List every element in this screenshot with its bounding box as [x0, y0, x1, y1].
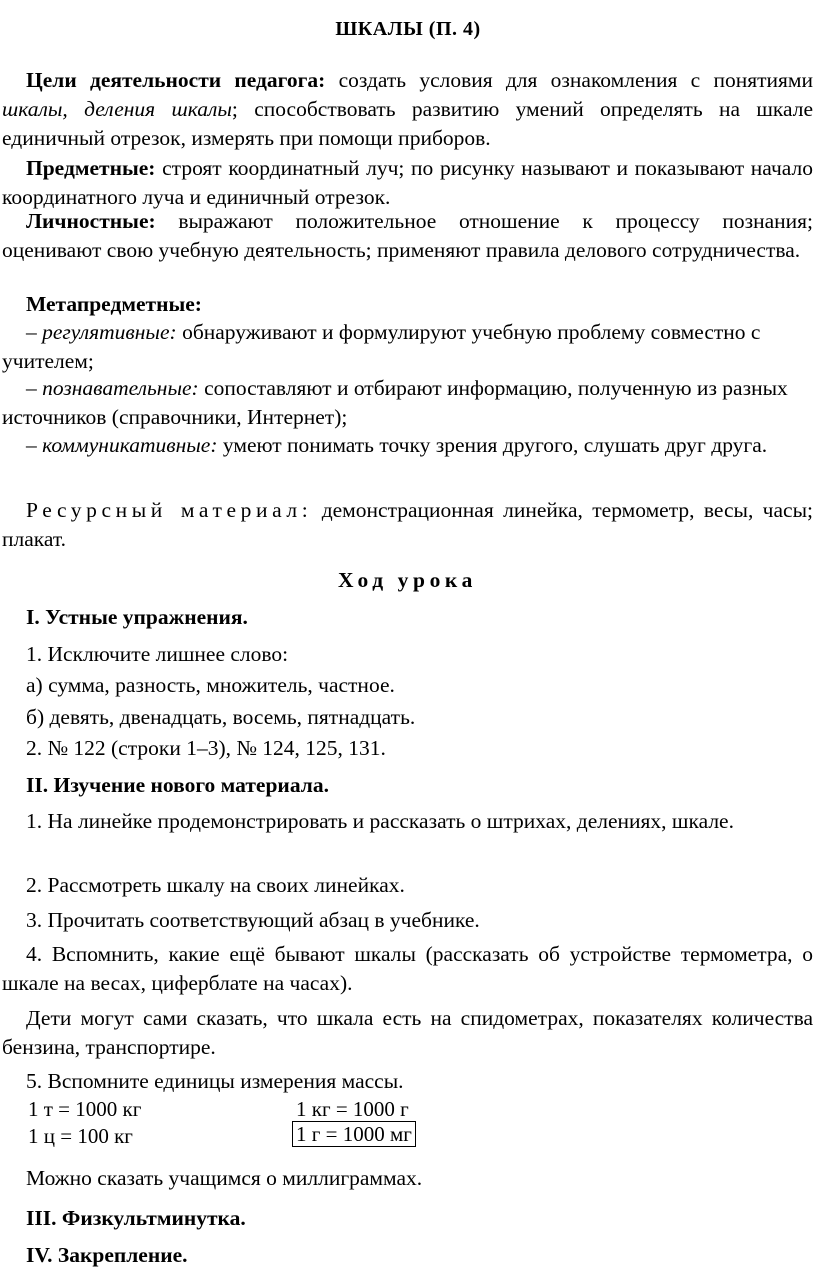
section-4-heading: IV. Закрепление. — [26, 1243, 188, 1267]
goals-label: Цели деятельности педагога: — [26, 68, 326, 92]
regulative-text: обнаруживают и формулируют учебную проблему совместно с учителем; — [2, 320, 761, 373]
goals-italic: шкалы, деления шкалы — [2, 97, 232, 121]
subject-paragraph — [2, 154, 813, 212]
meta-communicative — [2, 431, 813, 460]
meta-heading: Метапредметные: — [26, 292, 202, 316]
unit-gram-box — [292, 1121, 416, 1147]
section-2-item-1: 1. На линейке продемонстрировать и рассказать о штрихах, делениях, шкале. — [26, 809, 734, 833]
meta-cognitive — [2, 374, 813, 432]
page-title: ШКАЛЫ (П. 4) — [335, 18, 481, 40]
section-2-note: Дети могут сами сказать, что шкала есть на спидометрах, показателях количества бензина, транспортире. — [2, 1006, 813, 1059]
section-1-item-1: 1. Исключите лишнее слово: — [26, 642, 289, 666]
section-2-heading: II. Изучение нового материала. — [26, 773, 329, 797]
communicative-label: – коммуникативные: — [26, 433, 218, 457]
section-1-item-2: 2. № 122 (строки 1–3), № 124, 125, 131. — [26, 736, 386, 760]
mg-note: Можно сказать учащимся о миллиграммах. — [26, 1166, 423, 1190]
meta-regulative — [2, 318, 813, 376]
section-1-heading: I. Устные упражнения. — [26, 605, 248, 629]
section-1-item-1a: а) сумма, разность, множитель, частное. — [26, 673, 395, 697]
section-2-item-2: 2. Рассмотреть шкалу на своих линейках. — [26, 873, 405, 897]
lesson-heading: Ход урока — [338, 568, 477, 592]
section-2-item-5: 5. Вспомните единицы измерения массы. — [26, 1069, 404, 1093]
goals-paragraph — [2, 66, 813, 153]
resources-text: демонстрационная линейка, термометр, весы, часы; плакат. — [2, 498, 813, 551]
section-2-item-4: 4. Вспомнить, какие ещё бывают шкалы (рассказать об устройстве термометра, о шкале на весах, циферблате на часах). — [2, 942, 813, 995]
communicative-text: умеют понимать точку зрения другого, слушать друг друга. — [217, 433, 768, 457]
unit-kilogram: 1 кг = 1000 г — [296, 1097, 409, 1121]
personal-text: выражают положительное отношение к процессу познания; оценивают свою учебную деятельность; применяют правила делового сотрудничества. — [2, 209, 813, 262]
resources-paragraph — [2, 496, 813, 554]
subject-label: Предметные: — [26, 156, 156, 180]
cognitive-label: – познавательные: — [26, 376, 199, 400]
goals-text-2: ; способствовать развитию умений определять на шкале единичный отрезок, измерять при помощи приборов. — [2, 97, 813, 150]
cognitive-text: сопоставляют и отбирают информацию, полученную из разных источников (справочники, Интернет); — [2, 376, 788, 429]
personal-paragraph — [2, 207, 813, 265]
unit-gram: 1 г = 1000 мг — [292, 1121, 416, 1147]
personal-label: Личностные: — [26, 209, 156, 233]
subject-text: строят координатный луч; по рисунку называют и показывают начало координатного луча и единичный отрезок. — [2, 156, 813, 209]
unit-centner: 1 ц = 100 кг — [28, 1124, 133, 1148]
section-1-item-1b: б) девять, двенадцать, восемь, пятнадцать. — [26, 705, 416, 729]
unit-ton: 1 т = 1000 кг — [28, 1097, 142, 1121]
resources-label: Ресурсный материал: — [26, 498, 313, 522]
goals-text-1: создать условия для ознакомления с понятиями — [325, 68, 813, 92]
regulative-label: – регулятивные: — [26, 320, 177, 344]
section-3-heading: III. Физкультминутка. — [26, 1206, 246, 1230]
section-2-item-3: 3. Прочитать соответствующий абзац в учебнике. — [26, 908, 480, 932]
